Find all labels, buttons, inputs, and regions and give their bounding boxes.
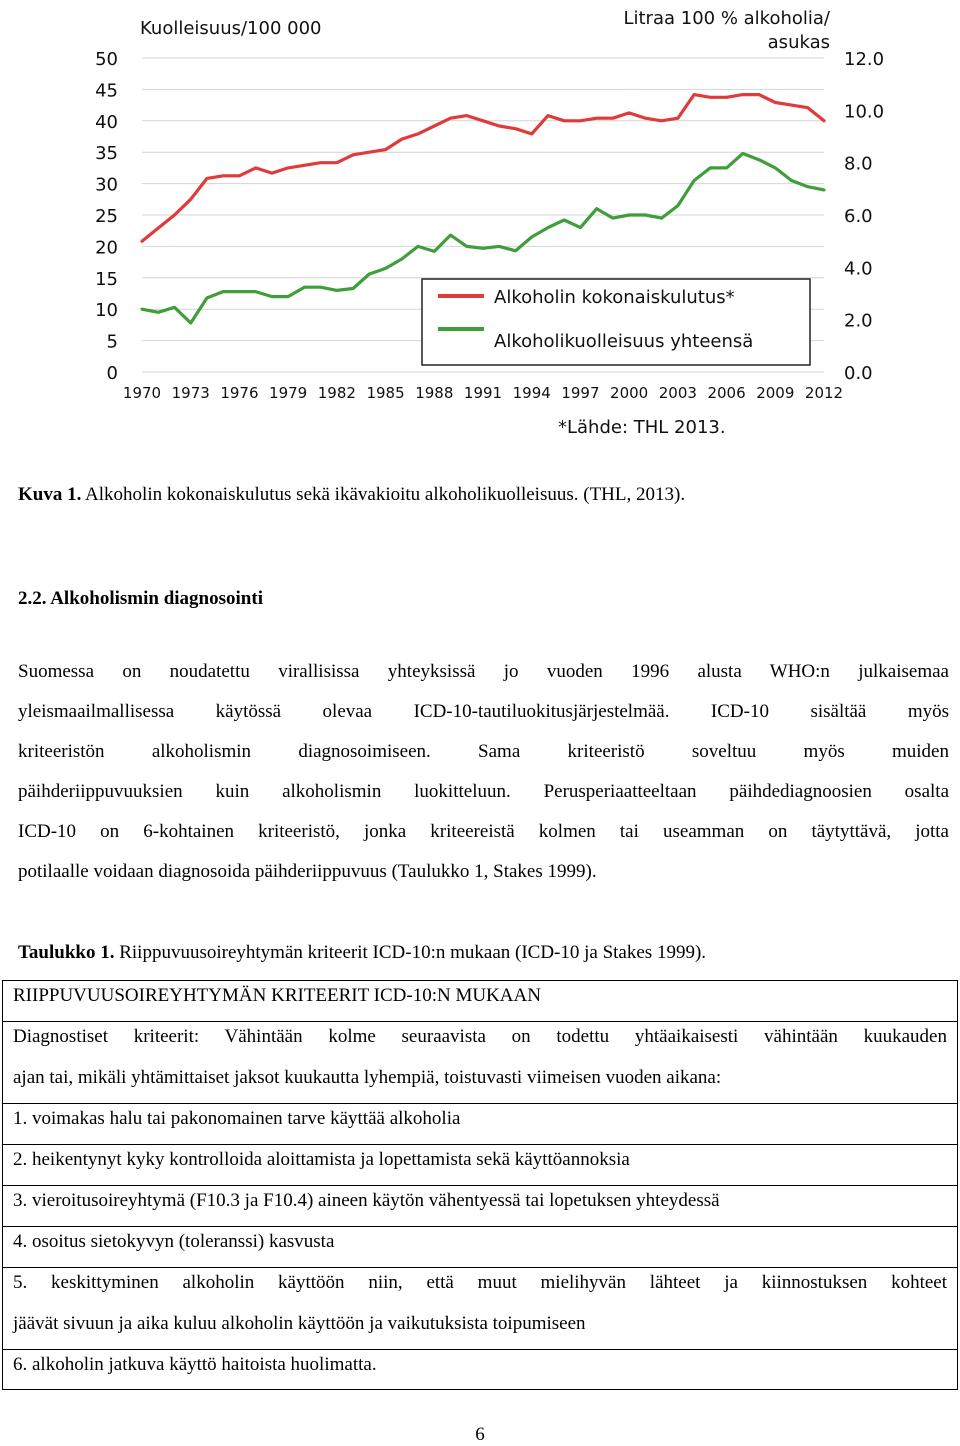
data-point-mortality	[303, 286, 305, 288]
left-tick-label: 30	[95, 174, 118, 196]
data-point-consumption	[449, 117, 451, 119]
data-point-mortality	[758, 159, 760, 161]
data-point-mortality	[547, 226, 549, 228]
x-tick-label: 1988	[415, 384, 454, 402]
data-point-consumption	[807, 107, 809, 109]
data-point-consumption	[579, 120, 581, 122]
criterion-5-line2: jäävät sivuun ja aika kuluu alkoholin käyttöön ja vaikutuksista toipumiseen	[13, 1313, 586, 1334]
data-point-mortality	[449, 234, 451, 236]
data-point-consumption	[173, 214, 175, 216]
data-point-mortality	[401, 258, 403, 260]
data-point-mortality	[173, 306, 175, 308]
criterion-3: 3. vieroitusoireyhtymä (F10.3 ja F10.4) aineen käytön vähentyessä tai lopetuksen yhteydessä	[13, 1190, 720, 1211]
data-point-mortality	[790, 179, 792, 181]
x-tick-label: 1991	[463, 384, 503, 402]
data-point-consumption	[644, 117, 646, 119]
x-tick-label: 1982	[317, 384, 356, 402]
table-intro-row	[3, 1021, 957, 1103]
data-point-consumption	[531, 133, 533, 135]
chart-background	[76, 0, 890, 440]
data-point-consumption	[774, 101, 776, 103]
table-row	[3, 1103, 957, 1144]
right-tick-label: 10.0	[844, 101, 885, 123]
data-point-mortality	[433, 250, 435, 252]
data-point-consumption	[255, 167, 257, 169]
data-point-consumption	[709, 96, 711, 98]
data-point-mortality	[660, 217, 662, 219]
left-tick-label: 25	[95, 206, 118, 227]
right-tick-label: 2.0	[844, 310, 873, 332]
data-point-mortality	[336, 289, 338, 291]
section-heading: 2.2. Alkoholismin diagnosointi	[18, 588, 263, 609]
left-tick-label: 15	[95, 268, 118, 290]
data-point-consumption	[482, 120, 484, 122]
data-point-consumption	[368, 151, 370, 153]
table-row	[3, 1267, 957, 1349]
x-tick-label: 1973	[171, 384, 210, 402]
paragraph-line-5: ICD-10 on 6-kohtainen kriteeristö, jonka kriteereistä kolmen tai useamman on täytyttävä, jotta	[18, 821, 949, 842]
data-point-consumption	[401, 138, 403, 140]
data-point-mortality	[368, 273, 370, 275]
left-axis-label: Kuolleisuus/100 000	[140, 18, 322, 39]
data-point-consumption	[222, 175, 224, 177]
x-tick-label: 2000	[610, 384, 649, 402]
table-row	[3, 1185, 957, 1226]
x-tick-label: 2003	[658, 384, 697, 402]
source-note: *Lähde: THL 2013.	[558, 417, 726, 438]
data-point-mortality	[238, 290, 240, 292]
x-tick-label: 1985	[366, 384, 405, 402]
data-point-mortality	[466, 245, 468, 247]
data-point-mortality	[384, 267, 386, 269]
criterion-4: 4. osoitus sietokyvyn (toleranssi) kasvusta	[13, 1231, 335, 1252]
data-point-consumption	[287, 167, 289, 169]
data-point-mortality	[319, 286, 321, 288]
data-point-consumption	[628, 112, 630, 114]
x-tick-label: 1979	[269, 384, 308, 402]
data-point-consumption	[742, 93, 744, 95]
left-tick-label: 40	[95, 111, 118, 133]
data-point-consumption	[466, 114, 468, 116]
line-chart	[76, 0, 890, 440]
data-point-consumption	[352, 154, 354, 156]
data-point-consumption	[190, 198, 192, 200]
x-tick-label: 1997	[561, 384, 600, 402]
table-row	[3, 1349, 957, 1390]
paragraph-line-4: päihderiippuvuuksien kuin alkoholismin luokitteluun. Perusperiaatteeltaan päihdediagnoosien osalta	[18, 781, 949, 802]
right-tick-label: 12.0	[844, 49, 885, 70]
data-point-mortality	[498, 245, 500, 247]
data-point-consumption	[596, 117, 598, 119]
data-point-consumption	[498, 125, 500, 127]
figure-caption	[18, 484, 685, 506]
data-point-consumption	[433, 125, 435, 127]
data-point-mortality	[693, 179, 695, 181]
x-tick-label: 2006	[707, 384, 746, 402]
data-point-mortality	[677, 204, 679, 206]
data-point-consumption	[677, 117, 679, 119]
paragraph-line-1: Suomessa on noudatettu virallisissa yhteyksissä jo vuoden 1996 alusta WHO:n julkaisemaa	[18, 661, 949, 682]
x-tick-label: 1970	[122, 384, 162, 402]
criterion-5-line1: 5. keskittyminen alkoholin käyttöön niin, että muut mielihyvän lähteet ja kiinnostuksen kohteet	[13, 1272, 947, 1293]
table-intro-line1: Diagnostiset kriteerit: Vähintään kolme seuraavista on todettu yhtäaikaisesti vähintään kuukauden	[13, 1026, 947, 1047]
data-point-mortality	[514, 250, 516, 252]
table-header-row	[3, 981, 957, 1021]
data-point-consumption	[384, 148, 386, 150]
data-point-consumption	[693, 93, 695, 95]
data-point-mortality	[725, 167, 727, 169]
figure-caption-text: Alkoholin kokonaiskulutus sekä ikävakioitu alkoholikuolleisuus. (THL, 2013).	[81, 484, 686, 505]
data-point-consumption	[417, 133, 419, 135]
legend	[422, 279, 810, 365]
table-intro-line2: ajan tai, mikäli yhtämittaiset jaksot kuukautta lyhempiä, toistuvasti viimeisen vuoden aikana:	[13, 1067, 722, 1088]
data-point-consumption	[790, 104, 792, 106]
data-point-consumption	[206, 177, 208, 179]
data-point-consumption	[319, 162, 321, 164]
data-point-consumption	[238, 175, 240, 177]
right-tick-label: 0.0	[844, 363, 873, 384]
legend-label-mortality: Alkoholikuolleisuus yhteensä	[494, 331, 754, 352]
data-point-mortality	[287, 295, 289, 297]
data-point-consumption	[758, 93, 760, 95]
figure-caption-label: Kuva 1.	[18, 484, 82, 505]
data-point-mortality	[807, 186, 809, 188]
data-point-consumption	[271, 172, 273, 174]
criterion-1: 1. voimakas halu tai pakonomainen tarve käyttää alkoholia	[13, 1108, 461, 1129]
table-header: RIIPPUVUUSOIREYHTYMÄN KRITEERIT ICD-10:N MUKAAN	[13, 985, 541, 1006]
data-point-consumption	[823, 120, 825, 122]
data-point-mortality	[644, 214, 646, 216]
right-axis-label-line1: Litraa 100 % alkoholia/	[623, 8, 830, 29]
data-point-mortality	[596, 208, 598, 210]
left-tick-label: 10	[95, 300, 118, 322]
data-point-mortality	[628, 214, 630, 216]
right-tick-label: 6.0	[844, 206, 873, 227]
left-tick-label: 50	[95, 49, 118, 70]
right-axis-label-line2: asukas	[767, 32, 830, 53]
data-point-consumption	[514, 128, 516, 130]
left-tick-label: 45	[95, 80, 118, 102]
data-point-mortality	[271, 295, 273, 297]
table-row	[3, 1226, 957, 1267]
data-point-consumption	[141, 240, 143, 242]
data-point-consumption	[660, 120, 662, 122]
left-tick-label: 5	[106, 331, 118, 353]
left-tick-label: 0	[106, 363, 118, 384]
data-point-mortality	[579, 226, 581, 228]
data-point-mortality	[157, 311, 159, 313]
data-point-consumption	[612, 117, 614, 119]
x-tick-label: 1976	[220, 384, 259, 402]
x-axis-ticks	[123, 384, 843, 402]
data-point-mortality	[742, 152, 744, 154]
right-tick-label: 8.0	[844, 153, 873, 175]
page-number: 6	[475, 1424, 485, 1445]
paragraph-line-3: kriteeristön alkoholismin diagnosoimiseen. Sama kriteeristö soveltuu myös muiden	[18, 741, 949, 762]
left-tick-label: 35	[95, 143, 118, 165]
data-point-consumption	[157, 227, 159, 229]
data-point-mortality	[190, 322, 192, 324]
criterion-2: 2. heikentynyt kyky kontrolloida aloittamista ja lopettamista sekä käyttöannoksia	[13, 1149, 630, 1170]
data-point-consumption	[725, 96, 727, 98]
data-point-mortality	[255, 290, 257, 292]
data-point-consumption	[547, 114, 549, 116]
x-tick-label: 2012	[804, 384, 844, 402]
table-caption	[18, 942, 706, 964]
data-point-consumption	[336, 162, 338, 164]
criteria-table	[2, 980, 958, 1390]
left-tick-label: 20	[95, 237, 118, 259]
table-caption-text: Riippuvuusoireyhtymän kriteerit ICD-10:n mukaan (ICD-10 ja Stakes 1999).	[114, 942, 707, 963]
data-point-consumption	[563, 120, 565, 122]
data-point-mortality	[823, 189, 825, 191]
data-point-mortality	[531, 236, 533, 238]
data-point-mortality	[612, 217, 614, 219]
table-caption-label: Taulukko 1.	[18, 942, 115, 963]
x-tick-label: 1994	[512, 384, 551, 402]
data-point-mortality	[482, 247, 484, 249]
figure-chart	[76, 0, 890, 440]
paragraph-line-2: yleismaailmallisessa käytössä olevaa ICD-10-tautiluokitusjärjestelmää. ICD-10 sisältää myös	[18, 701, 949, 722]
data-point-mortality	[352, 287, 354, 289]
data-point-mortality	[222, 290, 224, 292]
x-tick-label: 2009	[756, 384, 795, 402]
data-point-mortality	[563, 219, 565, 221]
data-point-mortality	[774, 167, 776, 169]
data-point-mortality	[141, 308, 143, 310]
right-tick-label: 4.0	[844, 258, 873, 280]
data-point-mortality	[206, 297, 208, 299]
criterion-6: 6. alkoholin jatkuva käyttö haitoista huolimatta.	[13, 1354, 377, 1375]
data-point-mortality	[709, 167, 711, 169]
table-row	[3, 1144, 957, 1185]
data-point-mortality	[417, 245, 419, 247]
paragraph-line-6: potilaalle voidaan diagnosoida päihderiippuvuus (Taulukko 1, Stakes 1999).	[18, 861, 597, 882]
legend-label-consumption: Alkoholin kokonaiskulutus*	[494, 287, 735, 308]
data-point-consumption	[303, 164, 305, 166]
